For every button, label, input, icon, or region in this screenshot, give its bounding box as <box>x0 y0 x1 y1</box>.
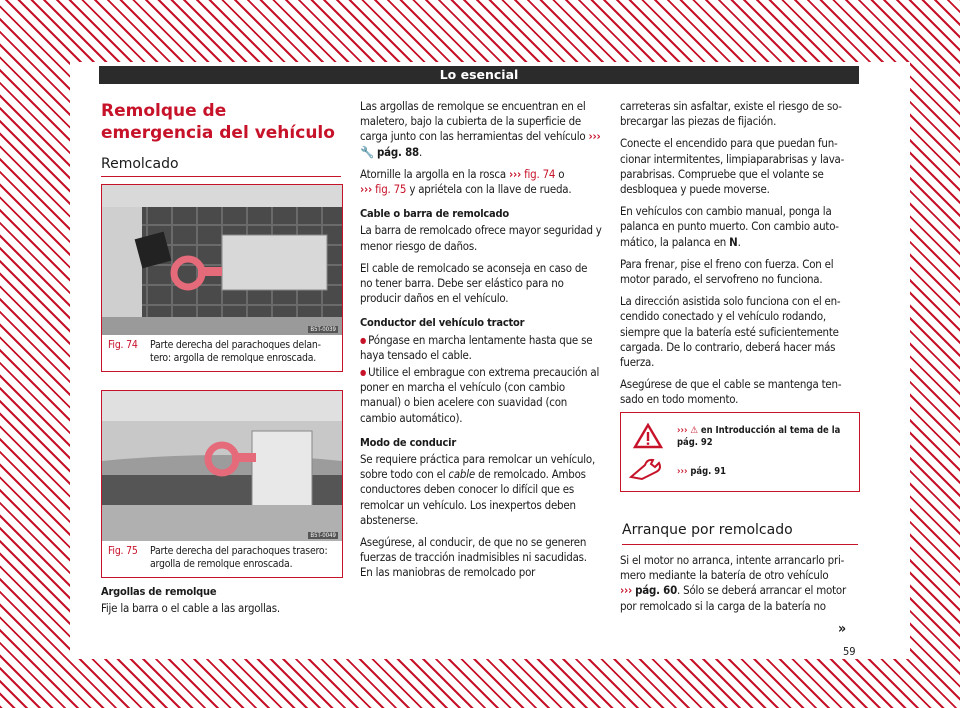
bullet-2-text: Utilice el embrague con extrema precaución al poner en marcha el vehículo (con cambio manual) o bien acelere con suavidad (con cambio automático). <box>360 365 600 425</box>
figure-caption-text: Parte derecha del parachoques trasero: argolla de remolque enroscada. <box>150 545 328 570</box>
mode-heading: Modo de conducir <box>360 435 456 449</box>
column-2 <box>360 99 602 588</box>
col2-p1: Las argollas de remolque se encuentran en el maletero, bajo la cubierta de la superficie de carga junto con las herramientas del vehículo ››› 🔧 pág. 88. <box>360 99 601 159</box>
bullet-1 <box>360 333 602 363</box>
figure-74 <box>101 184 343 372</box>
mode-p1-b: de remolcado. Ambos conductores deben conocer lo difícil que es remolcar un vehículo. Los inexpertos deben abstenerse. <box>360 467 586 527</box>
mode-p2: Asegúrese, al conducir, de que no se generen fuerzas de tracción inadmisibles ni sacudidas. En las maniobras de remolcado por <box>360 535 587 580</box>
tool-icon <box>629 457 669 481</box>
cable-p1: La barra de remolcado ofrece mayor seguridad y menor riesgo de daños. <box>360 223 602 253</box>
bullet-2 <box>360 365 602 426</box>
bullet-icon <box>360 365 368 379</box>
section-title: Remolque de emergencia del vehículo <box>101 101 335 143</box>
fig74-link[interactable]: fig. 74 <box>524 166 556 181</box>
gear-n: N <box>729 234 738 249</box>
cable-heading: Cable o barra de remolcado <box>360 207 510 221</box>
bullet-1-text: Póngase en marcha lentamente hasta que se haya tensado el cable. <box>360 332 593 362</box>
figure-75-image <box>102 391 342 541</box>
figure-75-caption <box>102 541 342 577</box>
tool-icon: 🔧 <box>360 144 374 159</box>
col3-p5: La dirección asistida solo funciona con el encendido conectado y el vehículo rodando, siempre que la batería esté suficientemente cargada. De lo contrario, deberá hacer más fuerza. <box>620 294 841 370</box>
header-bar: Lo esencial <box>99 66 859 84</box>
mode-p1-a: Se requiere práctica para remolcar un vehículo, sobre todo con el <box>360 452 596 482</box>
argollas-heading: Argollas de remolque <box>101 585 217 598</box>
argollas-text: Fije la barra o el cable a las argollas. <box>101 601 280 616</box>
col3-p6: Asegúrese de que el cable se mantenga tensado en todo momento. <box>620 377 842 407</box>
col3-p4: Para frenar, pise el freno con fuerza. Con el motor parado, el servofreno no funciona. <box>620 256 834 287</box>
col2-p2-c: y apriételа con la llave de rueda. <box>409 182 572 197</box>
arranque-rule <box>622 544 858 545</box>
figure-label: Fig. 75 <box>108 545 138 557</box>
col2-p2-b: o <box>558 166 565 181</box>
column-1-text <box>101 584 341 623</box>
bullet-icon <box>360 333 368 347</box>
page-ref[interactable]: pág. 88 <box>377 144 419 159</box>
warning-icon <box>633 423 663 449</box>
col3-p7-b: . Sólo se deberá arrancar el motor por remolcado si la carga de la batería no <box>620 583 846 613</box>
column-3 <box>620 99 860 415</box>
col3-p3: En vehículos con cambio manual, ponga la palanca en punto muerto. Con cambio automático, la palanca en N. <box>620 204 839 249</box>
figure-caption-text: Parte derecha del parachoques delantero: argolla de remolque enroscada. <box>150 339 321 364</box>
section-subtitle: Remolcado <box>101 156 179 172</box>
col2-p1-text: Las argollas de remolque se encuentran en el maletero, bajo la cubierta de la superficie de carga junto con las herramientas del vehículo <box>360 99 586 144</box>
warning-ref-2[interactable] <box>677 466 726 477</box>
warning-box <box>620 412 860 492</box>
continue-arrow-icon: » <box>838 621 847 637</box>
warning-small-icon: ⚠ <box>690 425 698 436</box>
figure-code: B5T-0039 <box>310 326 336 333</box>
page-number: 59 <box>843 645 856 658</box>
arranque-text <box>620 553 852 621</box>
warning-ref-1-text: en Introducción al tema de la pág. 92 <box>677 425 841 448</box>
ref-arrow: ››› <box>360 182 373 197</box>
col2-p2 <box>360 167 602 197</box>
col3-p2: Conecte el encendido para que puedan funcionar intermitentes, limpiaparabrisas y lavaparabrisas. Compruebe que el volante se desbloquea y puede moverse. <box>620 136 845 197</box>
mode-p1-em: cable <box>448 467 475 482</box>
warning-ref-2-text: pág. 91 <box>690 466 727 477</box>
ref-arrow: ››› <box>588 129 601 144</box>
figure-75 <box>101 390 343 578</box>
ref-arrow: ››› <box>620 583 633 598</box>
fig75-link[interactable]: fig. 75 <box>375 182 407 197</box>
col3-p3-a: En vehículos con cambio manual, ponga la palanca en punto muerto. Con cambio automático, la palanca en <box>620 204 839 249</box>
warning-ref-1[interactable] <box>677 425 859 449</box>
driver-heading: Conductor del vehículo tractor <box>360 316 525 330</box>
subtitle-rule <box>101 176 341 177</box>
col3-p1: carreteras sin asfaltar, existe el riesgo de sobrecargar las piezas de fijación. <box>620 99 842 129</box>
cable-p2: El cable de remolcado se aconseja en caso de no tener barra. Debe ser elástico para no producir daños en el vehículo. <box>360 260 588 306</box>
mode-p1 <box>360 452 602 528</box>
arranque-heading: Arranque por remolcado <box>622 522 793 538</box>
figure-74-caption <box>102 335 342 371</box>
ref-arrow: ››› <box>677 425 688 436</box>
page-ref-60[interactable]: pág. 60 <box>635 583 678 598</box>
col3-p7-a: Si el motor no arranca, intente arrancarlo primero mediante la batería de otro vehículo <box>620 553 845 583</box>
col2-p2-a: Atornille la argolla en la rosca <box>360 166 506 181</box>
col3-p7 <box>620 553 852 614</box>
figure-74-image <box>102 185 342 335</box>
ref-arrow: ››› <box>677 466 688 477</box>
figure-code: B5T-0049 <box>310 532 336 539</box>
ref-arrow: ››› <box>508 166 522 181</box>
figure-label: Fig. 74 <box>108 339 138 351</box>
